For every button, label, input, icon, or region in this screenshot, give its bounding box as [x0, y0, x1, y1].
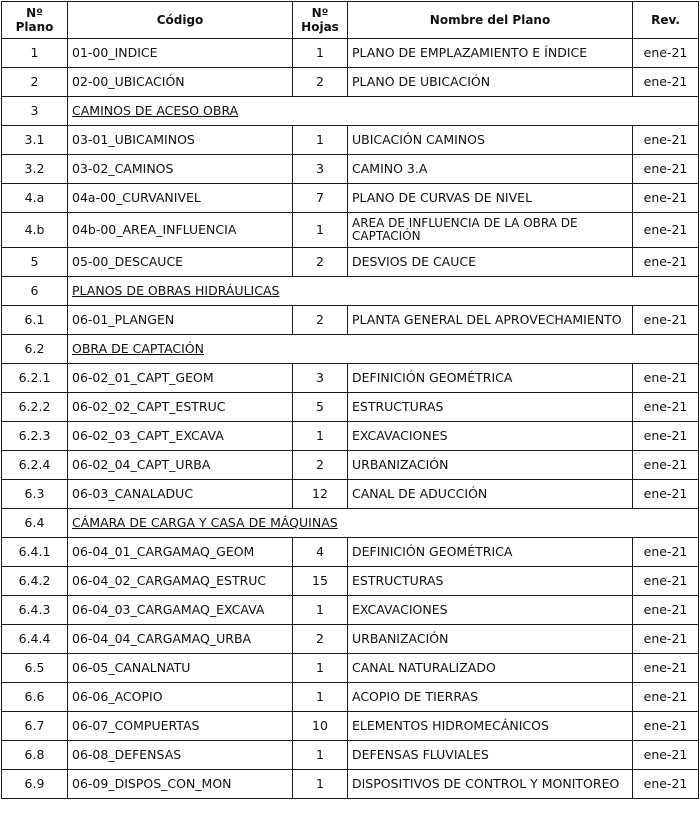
header-hojas-line1: Nº: [311, 6, 329, 20]
header-hojas-line2: Hojas: [301, 20, 339, 34]
table-row: [2, 567, 699, 596]
header-codigo: Código: [68, 2, 293, 39]
sheet-count-cell: 1: [293, 39, 348, 68]
rev-cell: ene-21: [633, 538, 699, 567]
nombre-cell: AREA DE INFLUENCIA DE LA OBRA DE CAPTACIÓN: [348, 213, 633, 248]
table-row: [2, 184, 699, 213]
sheet-count-cell: 1: [293, 126, 348, 155]
nombre-cell: DEFENSAS FLUVIALES: [348, 741, 633, 770]
sheet-count-cell: 2: [293, 306, 348, 335]
codigo-cell: 06-04_01_CARGAMAQ_GEOM: [68, 538, 293, 567]
rev-cell: ene-21: [633, 422, 699, 451]
table-body: [2, 39, 699, 799]
plano-number-cell: 6.8: [2, 741, 68, 770]
section-row: [2, 509, 699, 538]
rev-cell: ene-21: [633, 155, 699, 184]
rev-cell: ene-21: [633, 741, 699, 770]
codigo-cell: 06-02_03_CAPT_EXCAVA: [68, 422, 293, 451]
rev-cell: ene-21: [633, 596, 699, 625]
plano-number-cell: 6.2: [2, 335, 68, 364]
codigo-cell: 06-02_01_CAPT_GEOM: [68, 364, 293, 393]
section-row: [2, 277, 699, 306]
sheet-count-cell: 15: [293, 567, 348, 596]
sheet-count-cell: 2: [293, 451, 348, 480]
table-row: [2, 155, 699, 184]
sheet-count-cell: 1: [293, 770, 348, 799]
table-row: [2, 451, 699, 480]
table-row: [2, 306, 699, 335]
section-row: [2, 97, 699, 126]
nombre-cell: EXCAVACIONES: [348, 422, 633, 451]
plano-number-cell: 6.2.4: [2, 451, 68, 480]
plano-number-cell: 6.4.1: [2, 538, 68, 567]
codigo-cell: 06-08_DEFENSAS: [68, 741, 293, 770]
codigo-cell: 02-00_UBICACIÓN: [68, 68, 293, 97]
plano-number-cell: 6.2.1: [2, 364, 68, 393]
table-row: [2, 683, 699, 712]
table-row: [2, 126, 699, 155]
nombre-cell: PLANO DE EMPLAZAMIENTO E ÍNDICE: [348, 39, 633, 68]
sheet-count-cell: 4: [293, 538, 348, 567]
nombre-cell: CANAL DE ADUCCIÓN: [348, 480, 633, 509]
table-row: [2, 538, 699, 567]
nombre-cell: DISPOSITIVOS DE CONTROL Y MONITOREO: [348, 770, 633, 799]
table-row: [2, 596, 699, 625]
rev-cell: ene-21: [633, 126, 699, 155]
nombre-cell: ELEMENTOS HIDROMECÁNICOS: [348, 712, 633, 741]
plano-number-cell: 6.5: [2, 654, 68, 683]
rev-cell: ene-21: [633, 184, 699, 213]
codigo-cell: 06-07_COMPUERTAS: [68, 712, 293, 741]
table-row: [2, 68, 699, 97]
table-row: [2, 480, 699, 509]
nombre-cell: ESTRUCTURAS: [348, 567, 633, 596]
rev-cell: ene-21: [633, 683, 699, 712]
codigo-cell: 06-01_PLANGEN: [68, 306, 293, 335]
nombre-cell: EXCAVACIONES: [348, 596, 633, 625]
plano-number-cell: 6.4.2: [2, 567, 68, 596]
plano-number-cell: 3.1: [2, 126, 68, 155]
sheet-count-cell: 1: [293, 654, 348, 683]
codigo-cell: 06-04_03_CARGAMAQ_EXCAVA: [68, 596, 293, 625]
nombre-cell: DEFINICIÓN GEOMÉTRICA: [348, 364, 633, 393]
plan-index-table: [1, 1, 699, 799]
rev-cell: ene-21: [633, 364, 699, 393]
nombre-cell: PLANO DE CURVAS DE NIVEL: [348, 184, 633, 213]
nombre-cell: ESTRUCTURAS: [348, 393, 633, 422]
sheet-count-cell: 1: [293, 213, 348, 248]
rev-cell: ene-21: [633, 393, 699, 422]
rev-cell: ene-21: [633, 39, 699, 68]
plano-number-cell: 6.4: [2, 509, 68, 538]
codigo-cell: 01-00_INDICE: [68, 39, 293, 68]
section-title-cell: PLANOS DE OBRAS HIDRÁULICAS: [68, 277, 699, 306]
codigo-cell: 06-04_02_CARGAMAQ_ESTRUC: [68, 567, 293, 596]
rev-cell: ene-21: [633, 306, 699, 335]
table-row: [2, 654, 699, 683]
sheet-count-cell: 1: [293, 683, 348, 712]
plano-number-cell: 1: [2, 39, 68, 68]
codigo-cell: 03-01_UBICAMINOS: [68, 126, 293, 155]
sheet-count-cell: 2: [293, 68, 348, 97]
table-row: [2, 625, 699, 654]
header-nombre: Nombre del Plano: [348, 2, 633, 39]
plano-number-cell: 2: [2, 68, 68, 97]
nombre-cell: DESVIOS DE CAUCE: [348, 248, 633, 277]
codigo-cell: 04a-00_CURVANIVEL: [68, 184, 293, 213]
plano-number-cell: 6.4.3: [2, 596, 68, 625]
header-plano-line2: Plano: [15, 20, 54, 34]
codigo-cell: 06-02_02_CAPT_ESTRUC: [68, 393, 293, 422]
sheet-count-cell: 1: [293, 422, 348, 451]
codigo-cell: 06-06_ACOPIO: [68, 683, 293, 712]
header-rev: Rev.: [633, 2, 699, 39]
nombre-cell: UBICACIÓN CAMINOS: [348, 126, 633, 155]
table-row: [2, 248, 699, 277]
plano-number-cell: 6.9: [2, 770, 68, 799]
table-row: [2, 364, 699, 393]
plano-number-cell: 4.b: [2, 213, 68, 248]
sheet-count-cell: 7: [293, 184, 348, 213]
section-title-cell: CÁMARA DE CARGA Y CASA DE MÁQUINAS: [68, 509, 699, 538]
table-row: [2, 741, 699, 770]
rev-cell: ene-21: [633, 68, 699, 97]
rev-cell: ene-21: [633, 625, 699, 654]
codigo-cell: 06-09_DISPOS_CON_MON: [68, 770, 293, 799]
table-row: [2, 422, 699, 451]
rev-cell: ene-21: [633, 770, 699, 799]
plano-number-cell: 6.6: [2, 683, 68, 712]
section-title-cell: CAMINOS DE ACESO OBRA: [68, 97, 699, 126]
rev-cell: ene-21: [633, 451, 699, 480]
sheet-count-cell: 1: [293, 596, 348, 625]
header-row: [2, 2, 699, 39]
sheet-count-cell: 3: [293, 155, 348, 184]
plano-number-cell: 6.2.2: [2, 393, 68, 422]
rev-cell: ene-21: [633, 567, 699, 596]
rev-cell: ene-21: [633, 213, 699, 248]
table-row: [2, 770, 699, 799]
plano-number-cell: 6.4.4: [2, 625, 68, 654]
codigo-cell: 06-05_CANALNATU: [68, 654, 293, 683]
sheet-count-cell: 10: [293, 712, 348, 741]
nombre-cell: PLANTA GENERAL DEL APROVECHAMIENTO: [348, 306, 633, 335]
nombre-cell: URBANIZACIÓN: [348, 625, 633, 654]
rev-cell: ene-21: [633, 248, 699, 277]
codigo-cell: 06-04_04_CARGAMAQ_URBA: [68, 625, 293, 654]
plano-number-cell: 6.1: [2, 306, 68, 335]
table-row: [2, 213, 699, 248]
header-plano-number: [2, 2, 68, 39]
plano-number-cell: 3.2: [2, 155, 68, 184]
table-row: [2, 393, 699, 422]
header-sheet-count: [293, 2, 348, 39]
section-row: [2, 335, 699, 364]
codigo-cell: 06-03_CANALADUC: [68, 480, 293, 509]
plano-number-cell: 3: [2, 97, 68, 126]
rev-cell: ene-21: [633, 480, 699, 509]
plano-number-cell: 5: [2, 248, 68, 277]
codigo-cell: 05-00_DESCAUCE: [68, 248, 293, 277]
header-plano-line1: Nº: [26, 6, 43, 20]
plano-number-cell: 6.2.3: [2, 422, 68, 451]
nombre-cell: DEFINICIÓN GEOMÉTRICA: [348, 538, 633, 567]
table-row: [2, 712, 699, 741]
table-row: [2, 39, 699, 68]
codigo-cell: 03-02_CAMINOS: [68, 155, 293, 184]
section-title-cell: OBRA DE CAPTACIÓN: [68, 335, 699, 364]
nombre-cell: CANAL NATURALIZADO: [348, 654, 633, 683]
plano-number-cell: 6.7: [2, 712, 68, 741]
nombre-cell: PLANO DE UBICACIÓN: [348, 68, 633, 97]
nombre-cell: ACOPIO DE TIERRAS: [348, 683, 633, 712]
plano-number-cell: 6.3: [2, 480, 68, 509]
sheet-count-cell: 2: [293, 248, 348, 277]
sheet-count-cell: 12: [293, 480, 348, 509]
codigo-cell: 04b-00_AREA_INFLUENCIA: [68, 213, 293, 248]
plano-number-cell: 6: [2, 277, 68, 306]
sheet-count-cell: 2: [293, 625, 348, 654]
plano-number-cell: 4.a: [2, 184, 68, 213]
nombre-cell: URBANIZACIÓN: [348, 451, 633, 480]
sheet-count-cell: 1: [293, 741, 348, 770]
rev-cell: ene-21: [633, 712, 699, 741]
rev-cell: ene-21: [633, 654, 699, 683]
sheet-count-cell: 5: [293, 393, 348, 422]
sheet-count-cell: 3: [293, 364, 348, 393]
codigo-cell: 06-02_04_CAPT_URBA: [68, 451, 293, 480]
nombre-cell: CAMINO 3.A: [348, 155, 633, 184]
